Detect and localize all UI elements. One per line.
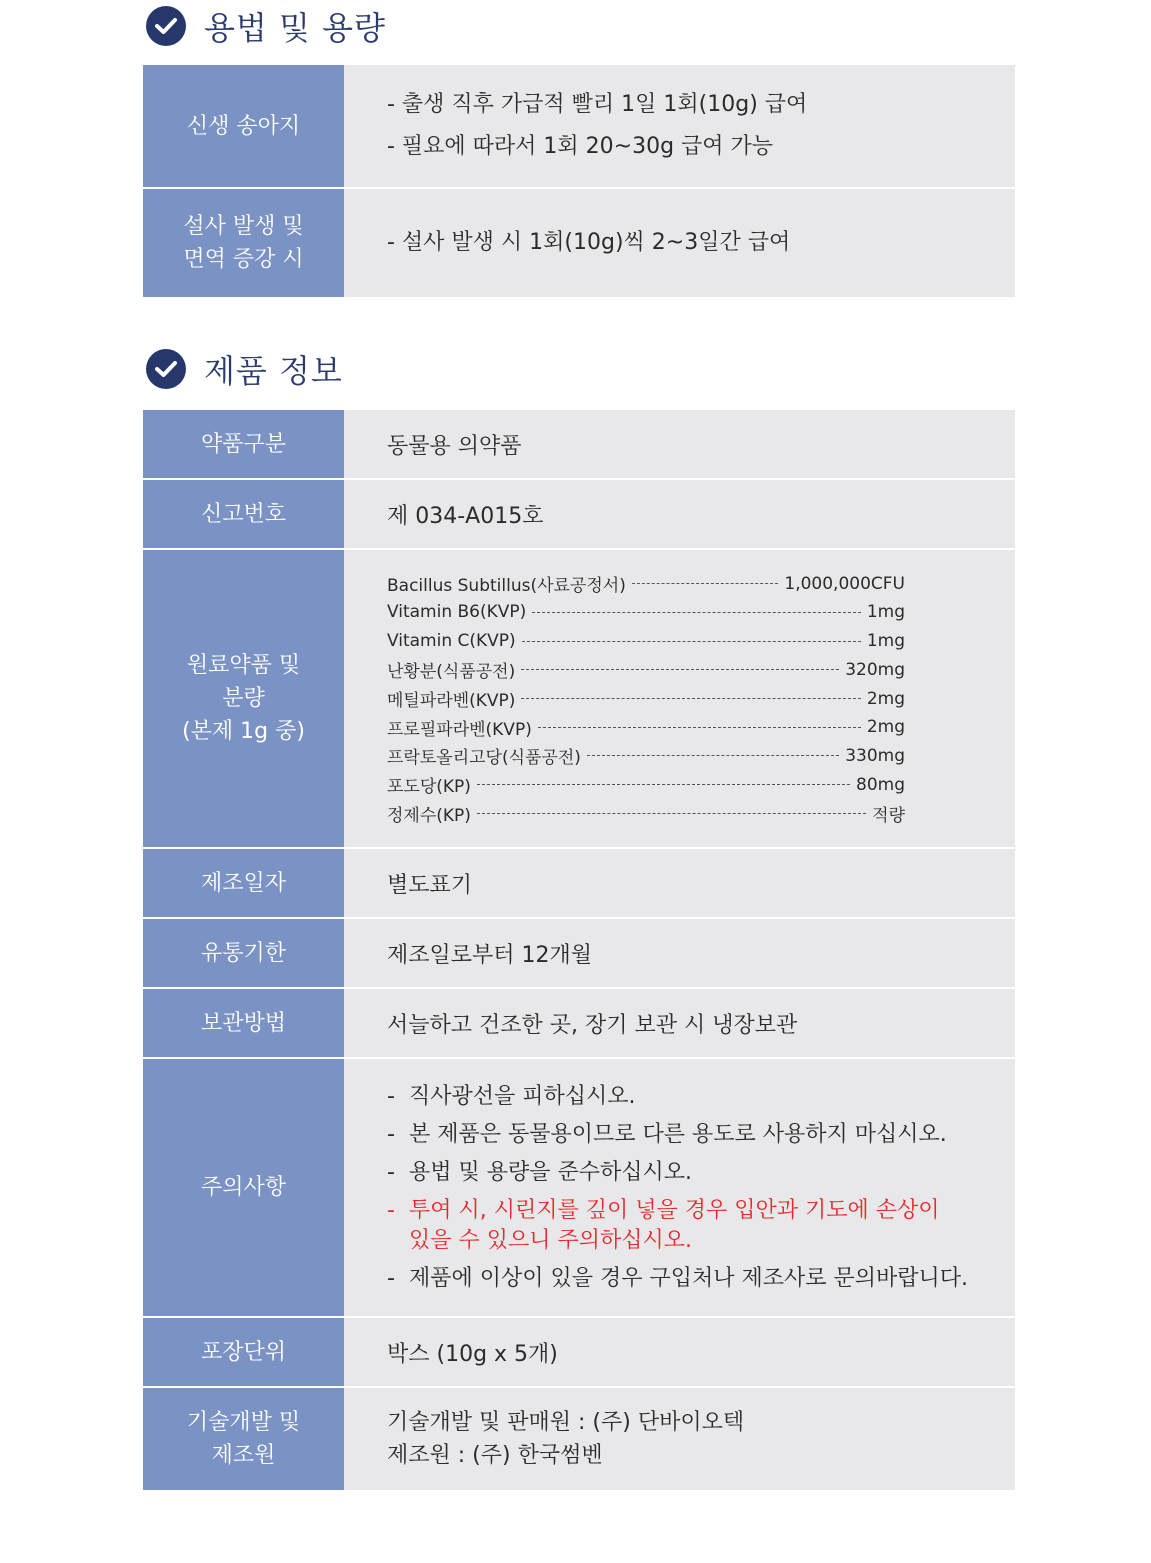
dosage-section-header <box>146 6 386 46</box>
ingredient-item <box>387 569 905 598</box>
table-row <box>143 849 1015 919</box>
row-value: 제 034-A015호 <box>344 480 1015 548</box>
section-title: 제품 정보 <box>204 352 343 390</box>
manufacturer-line: 제조원 : (주) 한국썸벤 <box>387 1443 603 1468</box>
caution-text: 직사광선을 피하십시오. <box>409 1083 636 1109</box>
row-value <box>344 1388 1015 1490</box>
table-row <box>143 410 1015 480</box>
table-row <box>143 1318 1015 1388</box>
ingredient-item <box>387 799 905 828</box>
caution-item <box>387 1116 1015 1154</box>
product-table <box>143 410 1015 1490</box>
ingredient-name: 프로필파라벤(KVP) <box>387 719 532 740</box>
dosage-line: - 출생 직후 가급적 빨리 1일 1회(10g) 급여 <box>387 92 808 117</box>
row-label: 제조일자 <box>143 849 344 917</box>
ingredient-item <box>387 770 905 799</box>
section-title: 용법 및 용량 <box>204 9 386 47</box>
leader-line <box>521 698 860 699</box>
caution-text: 용법 및 용량을 준수하십시오. <box>409 1159 692 1185</box>
row-label: 약품구분 <box>143 410 344 478</box>
row-value: 박스 (10g x 5개) <box>344 1318 1015 1386</box>
ingredient-amount: 적량 <box>872 805 905 826</box>
ingredient-item <box>387 655 905 684</box>
bullet-dash: - <box>387 1083 395 1109</box>
leader-line <box>532 612 861 613</box>
check-circle-icon <box>146 349 186 389</box>
row-label: 신고번호 <box>143 480 344 548</box>
ingredient-item <box>387 627 905 656</box>
dosage-line: - 설사 발생 시 1회(10g)씩 2~3일간 급여 <box>387 230 791 255</box>
caution-item <box>387 1260 1015 1298</box>
table-row <box>143 1388 1015 1490</box>
row-value: 서늘하고 건조한 곳, 장기 보관 시 냉장보관 <box>344 989 1015 1057</box>
ingredient-amount: 2mg <box>866 688 905 709</box>
leader-line <box>522 641 861 642</box>
caution-item <box>387 1078 1015 1116</box>
row-label: 기술개발 및 제조원 <box>143 1388 344 1490</box>
dosage-table <box>143 65 1015 297</box>
leader-line <box>521 669 839 670</box>
manufacturer-line: 기술개발 및 판매원 : (주) 단바이오텍 <box>387 1410 745 1435</box>
caution-item <box>387 1154 1015 1192</box>
leader-line <box>538 727 861 728</box>
table-row <box>143 989 1015 1059</box>
row-value: 제조일로부터 12개월 <box>344 919 1015 987</box>
row-label: 주의사항 <box>143 1059 344 1316</box>
bullet-dash: - <box>387 1197 395 1223</box>
ingredient-name: 정제수(KP) <box>387 805 471 826</box>
table-row <box>143 65 1015 189</box>
caution-text: 제품에 이상이 있을 경우 구입처나 제조사로 문의바랍니다. <box>409 1265 969 1291</box>
check-circle-icon <box>146 6 186 46</box>
caution-text: 투여 시, 시린지를 깊이 넣을 경우 입안과 기도에 손상이 있을 수 있으니 주의하십시오. <box>409 1197 940 1253</box>
ingredient-amount: 320mg <box>845 659 905 680</box>
ingredient-amount: 1mg <box>866 602 905 623</box>
ingredient-list <box>344 550 1015 847</box>
bullet-dash: - <box>387 1265 395 1291</box>
table-row <box>143 550 1015 849</box>
row-label: 포장단위 <box>143 1318 344 1386</box>
ingredient-amount: 1mg <box>866 631 905 652</box>
table-row <box>143 919 1015 989</box>
ingredient-name: 프락토올리고당(식품공전) <box>387 748 581 769</box>
product-section-header <box>146 349 343 389</box>
row-label: 설사 발생 및 면역 증강 시 <box>143 189 344 297</box>
ingredient-name: Vitamin B6(KVP) <box>387 602 527 623</box>
leader-line <box>587 755 839 756</box>
row-value: 동물용 의약품 <box>344 410 1015 478</box>
leader-line <box>632 583 779 584</box>
ingredient-name: 메틸파라벤(KVP) <box>387 691 516 711</box>
ingredient-amount: 2mg <box>866 717 905 738</box>
ingredient-item <box>387 742 905 771</box>
bullet-dash: - <box>387 1159 395 1185</box>
row-label: 신생 송아지 <box>143 65 344 187</box>
ingredient-name: Bacillus Subtillus(사료공정서) <box>387 576 626 597</box>
leader-line <box>477 813 866 814</box>
table-row <box>143 1059 1015 1318</box>
row-value <box>344 65 1015 187</box>
caution-warning-item <box>387 1192 1015 1260</box>
ingredient-amount: 1,000,000CFU <box>784 573 905 594</box>
ingredient-name: Vitamin C(KVP) <box>387 631 516 652</box>
row-label: 유통기한 <box>143 919 344 987</box>
ingredient-name: 포도당(KP) <box>387 777 471 798</box>
dosage-line: - 필요에 따라서 1회 20~30g 급여 가능 <box>387 134 774 159</box>
row-label: 원료약품 및 분량 (본제 1g 중) <box>143 550 344 847</box>
leader-line <box>477 784 850 785</box>
ingredient-amount: 330mg <box>845 745 905 766</box>
ingredient-name: 난황분(식품공전) <box>387 662 516 683</box>
ingredient-item <box>387 713 905 742</box>
bullet-dash: - <box>387 1121 395 1147</box>
row-value: 별도표기 <box>344 849 1015 917</box>
table-row <box>143 480 1015 550</box>
ingredient-item <box>387 684 905 713</box>
ingredient-amount: 80mg <box>856 774 905 795</box>
ingredient-item <box>387 598 905 627</box>
caution-text: 본 제품은 동물용이므로 다른 용도로 사용하지 마십시오. <box>409 1121 947 1147</box>
table-row <box>143 189 1015 297</box>
caution-list <box>344 1059 1015 1316</box>
row-value <box>344 189 1015 297</box>
row-label: 보관방법 <box>143 989 344 1057</box>
